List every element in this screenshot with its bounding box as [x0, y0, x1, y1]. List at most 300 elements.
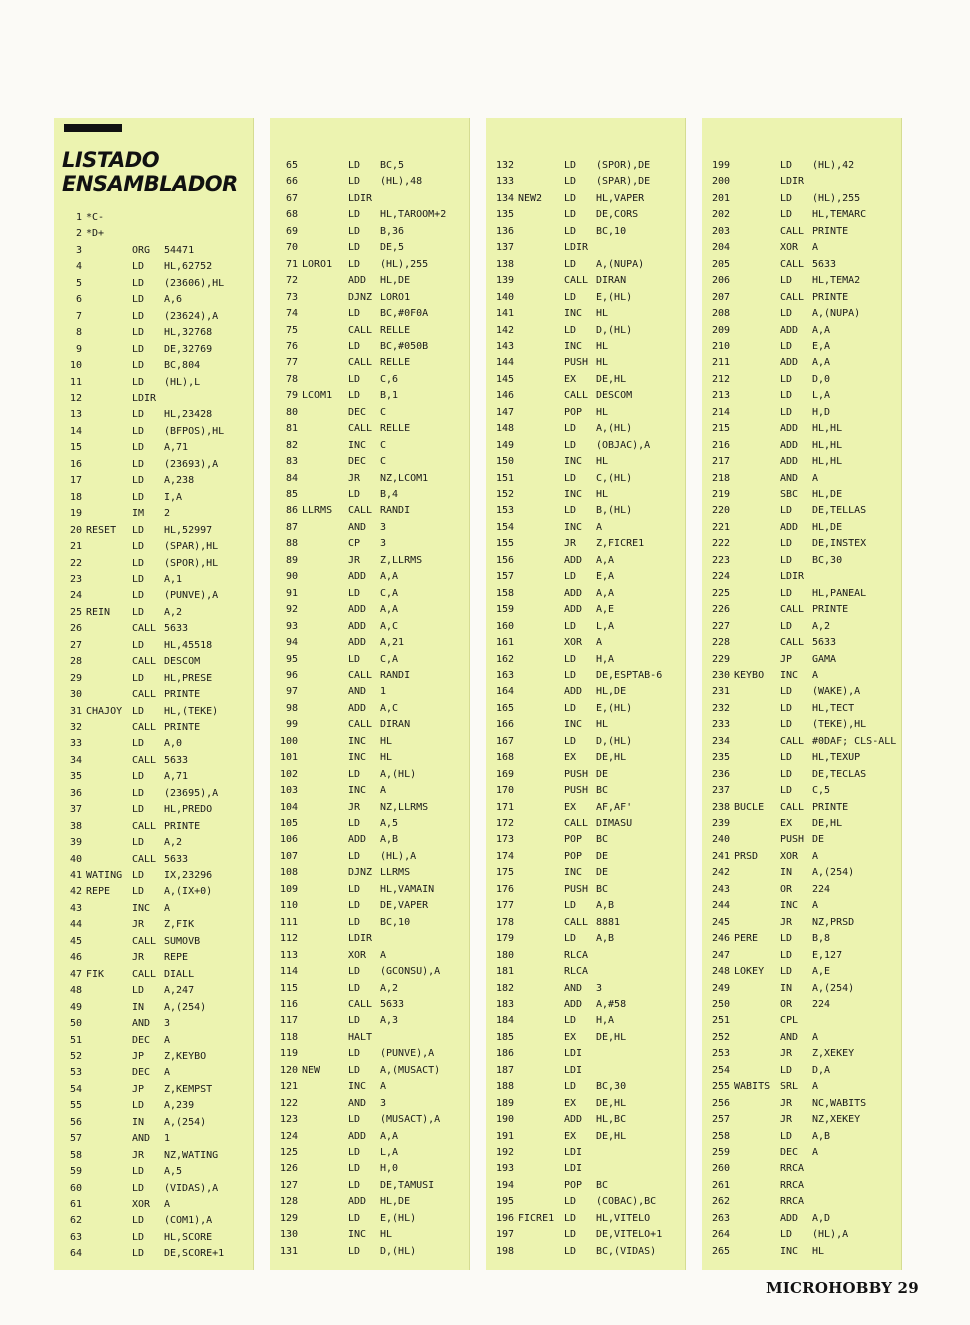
listing-arg: A	[812, 1081, 819, 1093]
listing-num: 76	[285, 340, 298, 352]
listing-line	[488, 355, 684, 371]
listing-arg: (SPAR),DE	[596, 176, 651, 188]
listing-line	[488, 158, 684, 174]
listing-line	[272, 257, 468, 273]
listing-arg: NZ,XEKEY	[812, 1114, 861, 1126]
listing-num: 189	[495, 1097, 514, 1109]
listing-op: POP	[564, 834, 583, 846]
listing-arg: IX,23296	[164, 870, 213, 881]
listing-line	[704, 191, 900, 207]
listing-line	[272, 174, 468, 190]
listing-arg: A,D	[812, 1212, 831, 1224]
listing-num: 247	[711, 949, 730, 961]
listing-line	[56, 391, 252, 407]
listing-num: 196	[495, 1212, 514, 1224]
listing-op: LD	[780, 1229, 793, 1241]
listing-num: 153	[495, 505, 514, 517]
listing-arg: (HL),42	[812, 160, 855, 171]
listing-arg: HL,VAMAIN	[380, 883, 435, 895]
listing-arg: HL,DE	[380, 275, 411, 287]
listing-arg: A,239	[164, 1100, 195, 1112]
listing-line	[704, 339, 900, 355]
listing-num: 149	[495, 439, 514, 451]
listing-op: LD	[780, 752, 793, 764]
listing-num: 17	[69, 475, 82, 487]
listing-line	[488, 503, 684, 519]
listing-arg: (HL),L	[164, 376, 201, 388]
listing-op: XOR	[564, 637, 583, 648]
listing-op: LD	[348, 653, 361, 665]
listing-arg: H,A	[596, 653, 615, 665]
listing-op: EX	[564, 1130, 577, 1142]
listing-arg: A,(254)	[812, 867, 855, 879]
listing-line	[56, 424, 252, 440]
listing-num: 82	[285, 439, 298, 451]
listing-arg: A,C	[380, 620, 399, 632]
listing-label: KEYBO	[734, 670, 765, 681]
listing-num: 233	[711, 719, 730, 731]
listing-line	[704, 174, 900, 190]
listing-line	[272, 569, 468, 585]
listing-arg: BC,30	[596, 1081, 627, 1093]
listing-num: 166	[495, 719, 514, 731]
listing-op: CALL	[780, 258, 805, 270]
listing-op: LD	[348, 883, 361, 895]
listing-num: 142	[495, 324, 514, 336]
listing-num: 8	[75, 327, 82, 339]
listing-arg: DIMASU	[596, 818, 633, 829]
listing-num: 148	[495, 423, 514, 435]
listing-op: LD	[564, 1212, 577, 1224]
listing-line	[704, 158, 900, 174]
listing-label: WATING	[86, 870, 123, 881]
listing-num: 254	[711, 1064, 730, 1076]
listing-line	[488, 1046, 684, 1062]
listing-line	[488, 405, 684, 421]
listing-arg: (SPOR),DE	[596, 160, 651, 171]
listing-arg: DE,HL	[596, 373, 627, 385]
listing-num: 164	[495, 686, 514, 698]
page-title	[62, 148, 238, 196]
listing-num: 110	[279, 900, 298, 912]
listing-num: 32	[69, 722, 82, 733]
listing-arg: I,A	[164, 491, 183, 503]
listing-arg: A,2	[164, 606, 183, 618]
listing-arg: DE,INSTEX	[812, 538, 867, 550]
listing-num: 67	[285, 192, 298, 204]
listing-line	[704, 421, 900, 437]
listing-op: LD	[132, 327, 145, 339]
listing-line	[272, 783, 468, 799]
listing-arg: 5633	[380, 998, 405, 1010]
listing-arg: DE	[596, 850, 609, 862]
listing-arg: 3	[596, 982, 603, 994]
listing-num: 248	[711, 966, 730, 977]
listing-op: LD	[780, 719, 793, 731]
listing-line	[272, 915, 468, 931]
listing-arg: 54471	[164, 244, 195, 256]
listing-arg: H,0	[380, 1163, 399, 1175]
listing-op: LD	[132, 442, 145, 454]
listing-arg: (COBAC),BC	[596, 1196, 657, 1208]
listing-op: INC	[348, 1229, 367, 1241]
listing-op: DEC	[348, 456, 367, 468]
listing-arg: DE,32769	[164, 343, 213, 355]
listing-arg: A,(IX+0)	[164, 886, 213, 898]
listing-op: CALL	[132, 722, 157, 733]
listing-num: 206	[711, 275, 730, 287]
listing-op: IM	[132, 508, 145, 520]
listing-arg: A	[812, 670, 819, 681]
listing-arg: L,A	[596, 620, 615, 632]
listing-num: 250	[711, 998, 730, 1010]
listing-op: CALL	[780, 291, 805, 303]
listing-num: 48	[69, 985, 82, 997]
listing-num: 105	[279, 818, 298, 829]
listing-op: LD	[132, 524, 145, 536]
listing-num: 215	[711, 423, 730, 435]
listing-arg: D,(HL)	[596, 324, 633, 336]
listing-num: 6	[75, 294, 82, 306]
listing-arg: A,5	[164, 1166, 183, 1178]
listing-num: 64	[69, 1248, 82, 1260]
listing-op: LD	[132, 343, 145, 355]
listing-op: CALL	[780, 735, 805, 747]
listing-op: CALL	[132, 623, 157, 635]
listing-op: LD	[780, 160, 793, 171]
listing-arg: DESCOM	[164, 656, 201, 668]
listing-arg: DESCOM	[596, 390, 633, 402]
listing-num: 86	[285, 505, 298, 517]
listing-line	[704, 915, 900, 931]
listing-num: 62	[69, 1215, 82, 1227]
listing-num: 116	[279, 998, 298, 1010]
listing-op: AND	[348, 686, 367, 698]
listing-op: INC	[564, 308, 583, 319]
listing-line	[272, 487, 468, 503]
listing-num: 176	[495, 883, 514, 895]
listing-op: XOR	[780, 850, 799, 862]
listing-num: 45	[69, 935, 82, 947]
listing-line	[56, 440, 252, 456]
listing-op: LD	[564, 735, 577, 747]
listing-op: PUSH	[564, 785, 589, 797]
listing-arg: DE,VITELO+1	[596, 1229, 663, 1241]
listing-num: 158	[495, 587, 514, 599]
listing-arg: A,B	[812, 1130, 831, 1142]
listing-num: 169	[495, 768, 514, 780]
listing-num: 216	[711, 439, 730, 451]
listing-arg: RELLE	[380, 324, 411, 336]
listing-num: 68	[285, 209, 298, 221]
listing-op: LDI	[564, 1064, 583, 1076]
listing-arg: 5633	[812, 637, 837, 648]
listing-arg: A	[812, 242, 819, 254]
listing-num: 205	[711, 258, 730, 270]
listing-num: 154	[495, 521, 514, 533]
listing-line	[488, 1227, 684, 1243]
listing-op: LD	[564, 176, 577, 188]
listing-arg: HL,DE	[380, 1196, 411, 1208]
listing-line	[56, 1230, 252, 1246]
listing-arg: PRINTE	[812, 801, 849, 813]
listing-op: CALL	[348, 670, 373, 681]
listing-op: LD	[780, 620, 793, 632]
listing-arg: 5633	[164, 754, 189, 766]
listing-line	[56, 638, 252, 654]
listing-arg: A,5	[380, 818, 399, 829]
listing-line	[272, 1013, 468, 1029]
listing-line	[272, 520, 468, 536]
listing-op: RRCA	[780, 1179, 805, 1191]
listing-num: 3	[75, 244, 82, 256]
listing-line	[56, 490, 252, 506]
listing-num: 221	[711, 521, 730, 533]
listing-arg: A,A	[596, 587, 615, 599]
listing-op: LD	[348, 225, 361, 237]
listing-op: PUSH	[564, 883, 589, 895]
listing-arg: A	[380, 1081, 387, 1093]
listing-num: 199	[711, 160, 730, 171]
listing-num: 194	[495, 1179, 514, 1191]
listing-arg: D,(HL)	[596, 735, 633, 747]
listing-line	[56, 572, 252, 588]
listing-num: 237	[711, 785, 730, 797]
listing-arg: BC,804	[164, 360, 201, 371]
listing-num: 35	[69, 771, 82, 783]
listing-num: 70	[285, 242, 298, 254]
listing-num: 152	[495, 489, 514, 500]
listing-line	[704, 306, 900, 322]
listing-num: 50	[69, 1018, 82, 1029]
listing-arg: HL,TEMA2	[812, 275, 861, 287]
listing-line	[56, 917, 252, 933]
listing-line	[704, 619, 900, 635]
listing-op: LD	[780, 966, 793, 977]
listing-op: JR	[564, 538, 577, 550]
listing-op: INC	[564, 340, 583, 352]
listing-line	[704, 273, 900, 289]
listing-line	[272, 207, 468, 223]
listing-op: LD	[564, 1196, 577, 1208]
listing-arg: 3	[380, 1097, 387, 1109]
listing-arg: DE,SCORE+1	[164, 1248, 225, 1260]
listing-arg: NZ,WATING	[164, 1149, 219, 1161]
listing-line	[488, 997, 684, 1013]
listing-arg: REPE	[164, 952, 189, 964]
listing-line	[488, 602, 684, 618]
listing-num: 180	[495, 949, 514, 961]
listing-line	[704, 750, 900, 766]
listing-line	[56, 1000, 252, 1016]
listing-arg: HL,23428	[164, 409, 213, 421]
listing-op: LD	[564, 670, 577, 681]
listing-arg: (HL),48	[380, 176, 423, 188]
listing-arg: L,A	[812, 390, 831, 402]
listing-arg: A,71	[164, 771, 189, 783]
listing-line	[704, 948, 900, 964]
listing-op: LD	[348, 258, 361, 270]
listing-line	[488, 273, 684, 289]
listing-op: AND	[132, 1133, 151, 1145]
listing-num: 167	[495, 735, 514, 747]
listing-op: LD	[564, 160, 577, 171]
listing-line	[272, 240, 468, 256]
listing-line	[704, 849, 900, 865]
listing-num: 195	[495, 1196, 514, 1208]
listing-arg: AF,AF'	[596, 801, 633, 813]
listing-num: 207	[711, 291, 730, 303]
listing-num: 121	[279, 1081, 298, 1093]
listing-line	[272, 701, 468, 717]
listing-op: ADD	[564, 998, 583, 1010]
listing-line	[704, 1161, 900, 1177]
listing-num: 103	[279, 785, 298, 797]
listing-op: LD	[780, 308, 793, 319]
listing-op: ADD	[348, 834, 367, 846]
listing-line	[56, 1016, 252, 1032]
listing-num: 38	[69, 820, 82, 832]
listing-num: 95	[285, 653, 298, 665]
listing-line	[56, 276, 252, 292]
listing-num: 259	[711, 1147, 730, 1158]
listing-op: LD	[348, 900, 361, 912]
listing-line	[488, 421, 684, 437]
listing-arg: HL,52997	[164, 524, 213, 536]
listing-op: LD	[564, 1229, 577, 1241]
listing-op: DEC	[780, 1147, 799, 1158]
listing-line	[56, 736, 252, 752]
listing-line	[488, 388, 684, 404]
listing-num: 229	[711, 653, 730, 665]
listing-line	[704, 257, 900, 273]
listing-arg: E,A	[596, 571, 615, 583]
listing-num: 144	[495, 357, 514, 369]
listing-arg: A,B	[596, 900, 615, 912]
listing-line	[272, 224, 468, 240]
listing-num: 109	[279, 883, 298, 895]
listing-op: LD	[564, 324, 577, 336]
listing-arg: 5633	[164, 623, 189, 635]
listing-op: JR	[132, 919, 145, 931]
listing-num: 104	[279, 801, 298, 813]
listing-arg: A	[596, 637, 603, 648]
listing-op: LD	[132, 425, 145, 437]
listing-op: ADD	[348, 1196, 367, 1208]
listing-num: 5	[75, 277, 82, 289]
listing-line	[704, 1227, 900, 1243]
listing-op: LD	[348, 340, 361, 352]
listing-line	[272, 849, 468, 865]
listing-num: 186	[495, 1048, 514, 1060]
listing-num: 171	[495, 801, 514, 813]
listing-arg: L,A	[380, 1147, 399, 1158]
listing-line	[272, 503, 468, 519]
listing-label: RESET	[86, 524, 117, 536]
listing-op: EX	[564, 1097, 577, 1109]
listing-num: 214	[711, 406, 730, 418]
listing-op: INC	[348, 439, 367, 451]
listing-op: LD	[348, 209, 361, 221]
listing-op: CALL	[348, 719, 373, 731]
listing-line	[56, 687, 252, 703]
listing-arg: A	[812, 850, 819, 862]
listing-num: 111	[279, 916, 298, 928]
listing-arg: A,(254)	[164, 1116, 207, 1128]
listing-num: 37	[69, 804, 82, 816]
listing-arg: A,B	[380, 834, 399, 846]
listing-op: CALL	[348, 324, 373, 336]
listing-arg: A,B	[596, 933, 615, 945]
listing-op: LDI	[564, 1147, 583, 1158]
listing-line	[488, 734, 684, 750]
listing-arg: DIRAN	[596, 275, 627, 287]
listing-arg: (PUNVE),A	[164, 590, 219, 602]
listing-arg: A,2	[812, 620, 831, 632]
listing-line	[488, 800, 684, 816]
listing-num: 7	[75, 310, 82, 322]
listing-line	[56, 835, 252, 851]
listing-op: INC	[564, 867, 583, 879]
listing-num: 168	[495, 752, 514, 764]
listing-op: LD	[564, 702, 577, 714]
listing-arg: B,1	[380, 390, 399, 402]
listing-line	[704, 207, 900, 223]
listing-op: CALL	[132, 968, 157, 980]
listing-num: 127	[279, 1179, 298, 1191]
listing-line	[488, 224, 684, 240]
listing-arg: HL	[812, 1245, 825, 1257]
listing-num: 10	[69, 360, 82, 371]
listing-num: 178	[495, 916, 514, 928]
listing-label: BUCLE	[734, 801, 765, 813]
listing-num: 255	[711, 1081, 730, 1093]
listing-op: EX	[564, 801, 577, 813]
listing-num: 249	[711, 982, 730, 994]
listing-line	[488, 635, 684, 651]
listing-label: REPE	[86, 886, 111, 898]
listing-arg: 1	[164, 1133, 171, 1145]
listing-op: ADD	[348, 702, 367, 714]
listing-line	[56, 950, 252, 966]
listing-num: 223	[711, 554, 730, 566]
listing-line	[56, 769, 252, 785]
listing-line	[272, 684, 468, 700]
listing-arg: (HL),255	[812, 192, 861, 204]
listing-op: ADD	[564, 686, 583, 698]
listing-line	[272, 931, 468, 947]
listing-num: 123	[279, 1114, 298, 1126]
listing-line	[56, 704, 252, 720]
listing-op: LD	[348, 373, 361, 385]
listing-num: 77	[285, 357, 298, 369]
listing-op: ADD	[348, 604, 367, 616]
listing-line	[56, 1082, 252, 1098]
listing-op: LD	[132, 705, 145, 717]
listing-num: 31	[69, 705, 82, 717]
listing-op: DEC	[132, 1067, 151, 1079]
listing-arg: Z,KEYBO	[164, 1050, 207, 1062]
listing-line	[488, 849, 684, 865]
listing-line	[272, 1145, 468, 1161]
listing-line	[56, 819, 252, 835]
listing-op: LD	[132, 606, 145, 618]
listing-line	[488, 981, 684, 997]
listing-num: 74	[285, 308, 298, 319]
listing-num: 160	[495, 620, 514, 632]
listing-num: 113	[279, 949, 298, 961]
listing-line	[56, 473, 252, 489]
